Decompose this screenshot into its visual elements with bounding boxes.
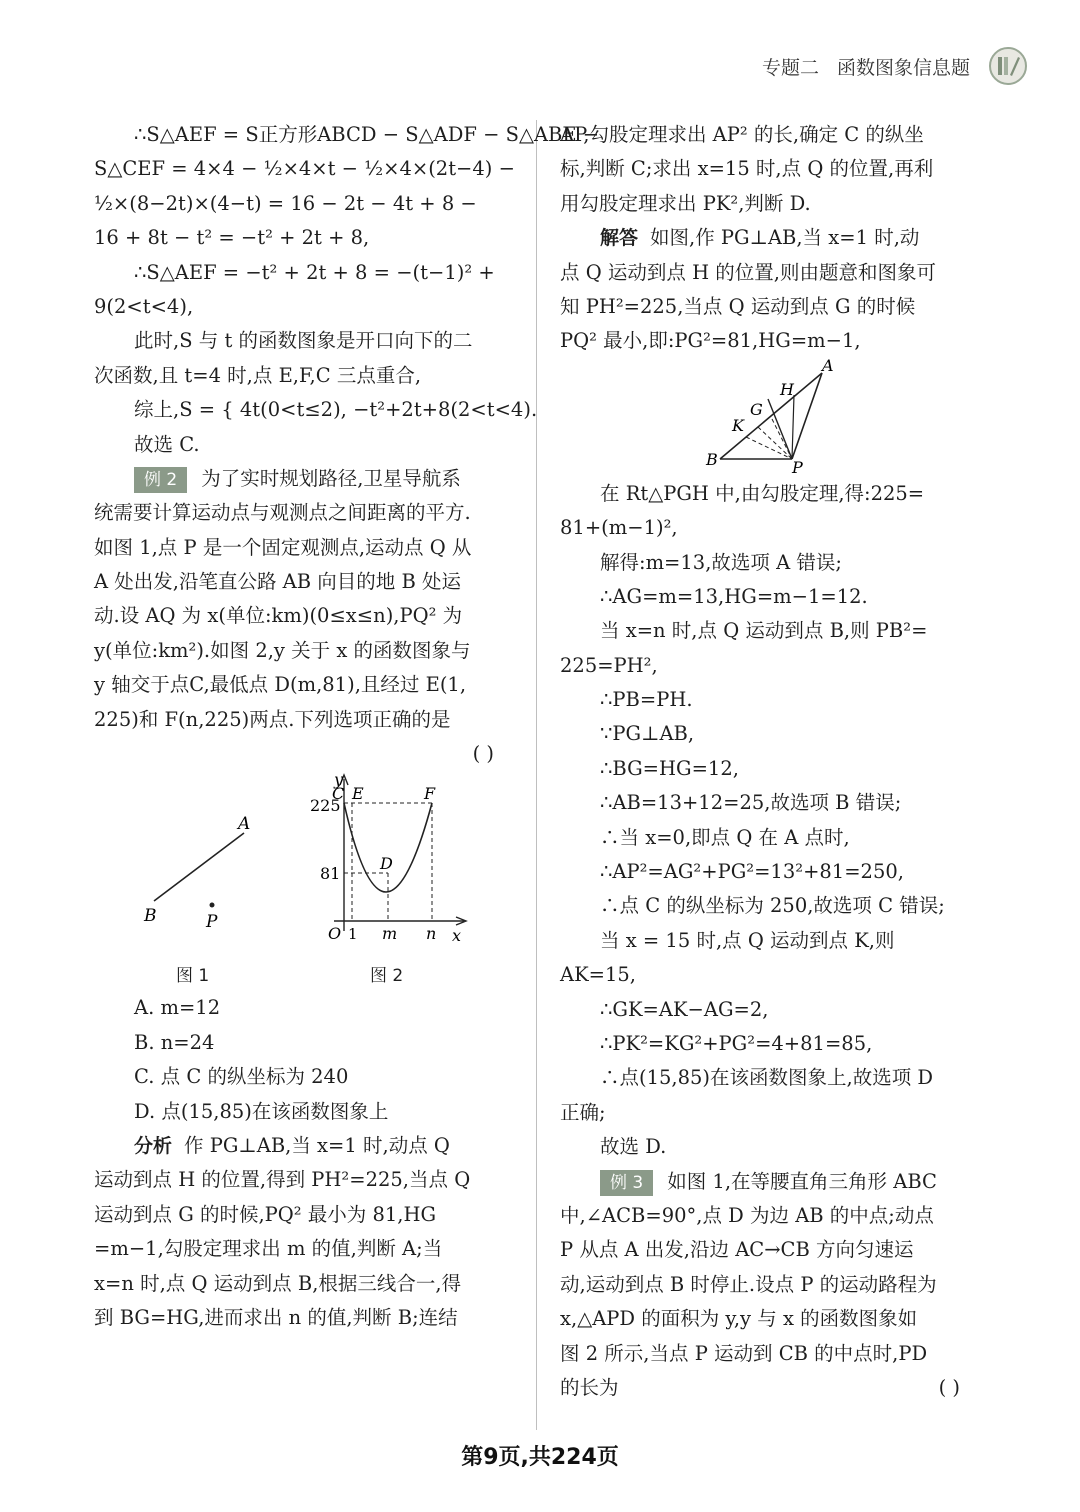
text-line: 标,判断 C;求出 x=15 时,点 Q 的位置,再利 (560, 157, 934, 181)
text-line: 运动到点 H 的位置,得到 PH²=225,当点 Q (94, 1168, 471, 1192)
svg-text:y: y (334, 770, 344, 790)
triangle-figure-row (560, 355, 972, 477)
option-d: D. 点(15,85)在该函数图象上 (134, 1099, 389, 1123)
text-line: 81+(m−1)², (560, 516, 678, 540)
last-line-with-paren: 的长为 ( ) (560, 1371, 972, 1405)
figure-1-caption: 图 1 (176, 966, 210, 987)
text-line: y 轴交于点C,最低点 D(m,81),且经过 E(1, (94, 673, 467, 697)
svg-text:F: F (424, 784, 436, 804)
text-line: 此时,S 与 t 的函数图象是开口向下的二 (134, 329, 473, 353)
right-column (560, 118, 972, 1405)
piecewise-line: 综上,S = { 4t(0<t≤2), −t²+2t+8(2<t<4). (134, 398, 538, 422)
text-line: y(单位:km²).如图 2,y 关于 x 的函数图象与 (94, 638, 471, 662)
svg-text:n: n (426, 924, 437, 944)
text-line: ½×(8−2t)×(4−t) = 16 − 2t − 4t + 8 − (94, 191, 477, 215)
text-line: ∵PG⊥AB, (600, 722, 695, 746)
svg-text:m: m (382, 924, 398, 944)
svg-text:H: H (780, 379, 794, 399)
fig1-label-a: A (238, 814, 251, 835)
analysis-label: 分析 (134, 1134, 173, 1157)
text-line: =m−1,勾股定理求出 m 的值,判断 A;当 (94, 1237, 443, 1261)
text-line: AK=15, (560, 963, 637, 987)
section-label: 专题二 (761, 56, 819, 79)
analysis-first-line: 分析 作 PG⊥AB,当 x=1 时,动点 Q (134, 1133, 450, 1157)
text-line: 9(2<t<4), (94, 294, 194, 318)
book-logo-icon (988, 46, 1028, 86)
text-line: S△CEF = 4×4 − ½×4×t − ½×4×(2t−4) − (94, 157, 515, 181)
text-line: 16 + 8t − t² = −t² + 2t + 8, (94, 226, 370, 250)
column-divider (536, 120, 537, 1430)
text-line: ∴点(15,85)在该函数图象上,故选项 D (600, 1066, 934, 1090)
text-line: 次函数,且 t=4 时,点 E,F,C 三点重合, (94, 363, 422, 387)
figure-2-caption: 图 2 (370, 966, 404, 987)
svg-text:K: K (732, 415, 744, 435)
text-line: 动.设 AQ 为 x(单位:km)(0≤x≤n),PQ² 为 (94, 604, 463, 628)
triangle-figure (560, 355, 972, 477)
text-line: ∴点 C 的纵坐标为 250,故选项 C 错误; (600, 894, 945, 918)
text-line: 用勾股定理求出 PK²,判断 D. (560, 191, 811, 215)
text-line: A 处出发,沿笔直公路 AB 向目的地 B 处运 (94, 570, 462, 594)
svg-text:G: G (750, 399, 763, 419)
text-line: 图 2 所示,当点 P 运动到 CB 的中点时,PD (560, 1341, 928, 1365)
text-line: 点 Q 运动到点 H 的位置,则由题意和图象可 (560, 260, 936, 284)
option-b: B. n=24 (134, 1030, 215, 1054)
text-line: 在 Rt△PGH 中,由勾股定理,得:225= (600, 481, 925, 505)
text-line: ∴当 x=0,即点 Q 在 A 点时, (600, 825, 850, 849)
text-line: ∴AB=13+12=25,故选项 B 错误; (600, 791, 902, 815)
text-line: ∴BG=HG=12, (600, 756, 739, 780)
text-line: x=n 时,点 Q 运动到点 B,根据三线合一,得 (94, 1271, 462, 1295)
text-line: 当 x = 15 时,点 Q 运动到点 K,则 (600, 928, 895, 952)
svg-text:E: E (352, 784, 364, 804)
text-line: ∴GK=AK−AG=2, (600, 997, 769, 1021)
text-line: 正确; (560, 1100, 606, 1124)
svg-text:P: P (792, 457, 803, 477)
text-line: ∴PK²=KG²+PG²=4+81=85, (600, 1031, 873, 1055)
text-line: x,△APD 的面积为 y,y 与 x 的函数图象如 (560, 1307, 918, 1331)
text-line: P 从点 A 出发,沿边 AC→CB 方向匀速运 (560, 1238, 914, 1262)
text-line: 动,运动到点 B 时停止.设点 P 的运动路程为 (560, 1272, 937, 1296)
fig1-label-p: P (206, 912, 218, 933)
text-line: AP,勾股定理求出 AP² 的长,确定 C 的纵坐 (560, 123, 924, 146)
solution-first-line: 解答 如图,作 PG⊥AB,当 x=1 时,动 (600, 226, 920, 250)
example-2-figures (94, 771, 506, 991)
text-line: ∴S△AEF = −t² + 2t + 8 = −(t−1)² + (134, 260, 495, 284)
svg-text:x: x (452, 926, 462, 946)
text-line: 当 x=n 时,点 Q 运动到点 B,则 PB²= (600, 619, 928, 643)
page-header (762, 44, 1028, 88)
text-line: 故选 D. (600, 1135, 667, 1159)
text-line: ∴PB=PH. (600, 688, 693, 712)
text-line: 225=PH², (560, 653, 658, 677)
svg-text:B: B (706, 449, 718, 469)
svg-text:D: D (380, 854, 393, 874)
example-3-tag: 例 3 (600, 1170, 653, 1196)
solution-label: 解答 (600, 227, 639, 250)
text-line: 知 PH²=225,当点 Q 运动到点 G 的时候 (560, 294, 916, 318)
page-number: 第9页,共224页 (461, 1445, 619, 1470)
option-c: C. 点 C 的纵坐标为 240 (134, 1065, 349, 1089)
option-a: A. m=12 (134, 996, 221, 1020)
svg-text:1: 1 (348, 925, 358, 944)
text-line: ∴AP²=AG²+PG²=13²+81=250, (600, 860, 904, 884)
svg-text:A: A (822, 355, 834, 375)
text-line: 解得:m=13,故选项 A 错误; (600, 550, 842, 574)
text-line: 225)和 F(n,225)两点.下列选项正确的是 (94, 707, 451, 731)
text-line: ∴AG=m=13,HG=m−1=12. (600, 584, 868, 608)
svg-text:225: 225 (310, 796, 341, 816)
svg-text:C: C (332, 784, 345, 804)
figure-1 (134, 771, 274, 951)
section-title: 函数图象信息题 (836, 56, 970, 79)
text-line: 如图 1,点 P 是一个固定观测点,运动点 Q 从 (94, 535, 472, 559)
svg-text:O: O (328, 924, 342, 944)
text-line: 为了实时规划路径,卫星导航系 (201, 466, 461, 490)
text-line: 统需要计算运动点与观测点之间距离的平方. (94, 501, 471, 525)
example-2-first-line (94, 462, 506, 496)
text-line: ∴S△AEF = S正方形ABCD − S△ADF − S△ABE − (134, 123, 600, 146)
text-line: 到 BG=HG,进而求出 n 的值,判断 B;连结 (94, 1305, 458, 1329)
answer-paren: ( ) (472, 742, 494, 766)
answer-paren: ( ) (938, 1375, 960, 1399)
example-3-first-line: 例 3 如图 1,在等腰直角三角形 ABC (560, 1165, 972, 1199)
fig1-label-b: B (144, 906, 157, 927)
example-2-tag: 例 2 (134, 467, 187, 493)
text-line: PQ² 最小,即:PG²=81,HG=m−1, (560, 329, 861, 353)
figure-2 (304, 771, 474, 956)
text-line: 故选 C. (134, 432, 200, 456)
text-line: 运动到点 G 的时候,PQ² 最小为 81,HG (94, 1202, 437, 1226)
svg-text:81: 81 (320, 864, 341, 884)
text-line: 中,∠ACB=90°,点 D 为边 AB 的中点;动点 (560, 1203, 934, 1227)
